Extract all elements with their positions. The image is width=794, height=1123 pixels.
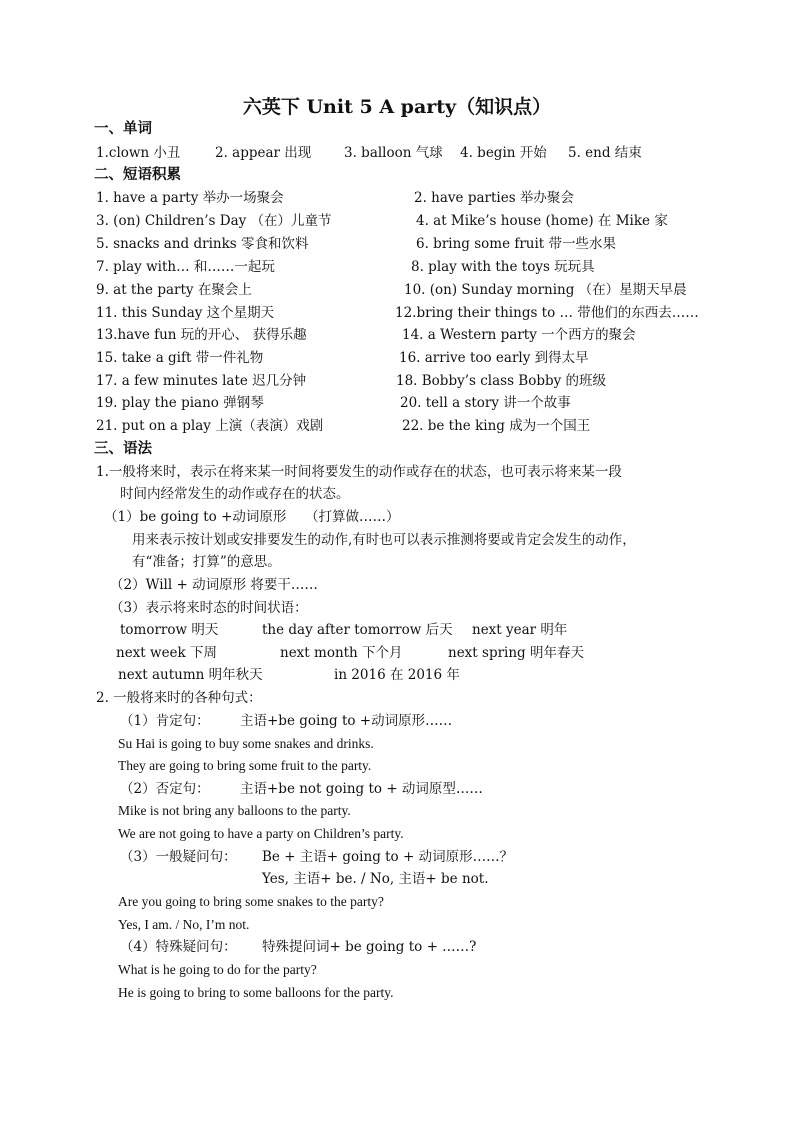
phrase-item: 9. at the party 在聚会上 bbox=[96, 282, 252, 298]
phrase-item: 13.have fun 玩的开心、 获得乐趣 bbox=[96, 327, 307, 343]
example-sentence: Are you going to bring some snakes to the party? bbox=[118, 894, 384, 909]
sub-heading: （3）一般疑问句： bbox=[120, 849, 237, 865]
example-sentence: Su Hai is going to buy some snakes and drinks. bbox=[118, 736, 374, 751]
grammar-rule: Yes, 主语+ be. / No, 主语+ be not. bbox=[262, 871, 489, 887]
phrase-item: 3. (on) Children’s Day （在）儿童节 bbox=[96, 213, 332, 229]
time-phrase: the day after tomorrow 后天 bbox=[262, 622, 453, 638]
phrase-item: 19. play the piano 弹钢琴 bbox=[96, 395, 264, 411]
paragraph: 时间内经常发生的动作或存在的状态。 bbox=[120, 486, 350, 502]
time-phrase: next spring 明年春天 bbox=[448, 645, 584, 661]
time-phrase: next month 下个月 bbox=[280, 645, 403, 661]
grammar-rule: 特殊提问词+ be going to + ……? bbox=[262, 939, 477, 955]
word-item: 3. balloon 气球 bbox=[344, 145, 443, 161]
section-heading-phrases: 二、短语积累 bbox=[94, 166, 181, 183]
word-item: 2. appear 出现 bbox=[215, 145, 312, 161]
sub-heading: （3）表示将来时态的时间状语： bbox=[110, 600, 308, 616]
sub-heading: （1）肯定句： bbox=[120, 713, 210, 729]
time-phrase: in 2016 在 2016 年 bbox=[334, 667, 460, 683]
phrase-item: 20. tell a story 讲一个故事 bbox=[400, 395, 571, 411]
time-phrase: tomorrow 明天 bbox=[120, 622, 219, 638]
phrase-item: 11. this Sunday 这个星期天 bbox=[96, 305, 275, 321]
phrase-item: 5. snacks and drinks 零食和饮料 bbox=[96, 236, 309, 252]
section-heading-grammar: 三、语法 bbox=[94, 440, 152, 457]
sub-heading: （2）Will + 动词原形 将要干…… bbox=[110, 577, 318, 593]
section-heading-words: 一、单词 bbox=[94, 120, 152, 137]
grammar-rule: 主语+be going to +动词原形…… bbox=[240, 713, 453, 729]
example-sentence: Yes, I am. / No, I’m not. bbox=[118, 917, 250, 932]
sub-heading-note: （打算做……） bbox=[305, 509, 400, 525]
paragraph: 1.一般将来时，表示在将来某一时间将要发生的动作或存在的状态，也可表示将来某一段 bbox=[96, 464, 622, 480]
example-sentence: They are going to bring some fruit to the party. bbox=[118, 758, 372, 773]
phrase-item: 22. be the king 成为一个国王 bbox=[402, 418, 591, 434]
paragraph: 用来表示按计划或安排要发生的动作,有时也可以表示推测将要或肯定会发生的动作， bbox=[132, 532, 636, 548]
word-item: 5. end 结束 bbox=[568, 145, 642, 161]
phrase-item: 21. put on a play 上演（表演）戏剧 bbox=[96, 418, 324, 434]
phrase-item: 2. have parties 举办聚会 bbox=[414, 190, 574, 206]
phrase-item: 16. arrive too early 到得太早 bbox=[399, 350, 589, 366]
example-sentence: What is he going to do for the party? bbox=[118, 962, 317, 977]
phrase-item: 10. (on) Sunday morning （在）星期天早晨 bbox=[404, 282, 687, 298]
word-item: 1.clown 小丑 bbox=[96, 145, 181, 161]
word-item: 4. begin 开始 bbox=[460, 145, 547, 161]
example-sentence: We are not going to have a party on Children’s party. bbox=[118, 826, 404, 841]
paragraph: 有“准备；打算”的意思。 bbox=[132, 554, 281, 570]
sub-heading: （4）特殊疑问句： bbox=[120, 939, 237, 955]
phrase-item: 7. play with… 和……一起玩 bbox=[96, 259, 275, 275]
phrase-item: 15. take a gift 带一件礼物 bbox=[96, 350, 264, 366]
phrase-item: 8. play with the toys 玩玩具 bbox=[411, 259, 595, 275]
time-phrase: next year 明年 bbox=[472, 622, 568, 638]
time-phrase: next week 下周 bbox=[116, 645, 218, 661]
page-title: 六英下 Unit 5 A party（知识点） bbox=[242, 96, 552, 118]
phrase-item: 4. at Mike’s house (home) 在 Mike 家 bbox=[416, 213, 668, 229]
grammar-rule: Be + 主语+ going to + 动词原形……？ bbox=[262, 849, 514, 865]
grammar-rule: 主语+be not going to + 动词原型…… bbox=[240, 781, 483, 797]
sub-heading: （2）否定句： bbox=[120, 781, 210, 797]
time-phrase: next autumn 明年秋天 bbox=[118, 667, 263, 683]
sub-heading: （1）be going to +动词原形 bbox=[104, 509, 287, 525]
example-sentence: He is going to bring to some balloons for the party. bbox=[118, 985, 394, 1000]
phrase-item: 12.bring their things to … 带他们的东西去…… bbox=[395, 305, 699, 321]
phrase-item: 18. Bobby’s class Bobby 的班级 bbox=[396, 373, 607, 389]
paragraph: 2. 一般将来时的各种句式： bbox=[96, 690, 262, 706]
phrase-item: 6. bring some fruit 带一些水果 bbox=[416, 236, 617, 252]
phrase-item: 14. a Western party 一个西方的聚会 bbox=[402, 327, 636, 343]
example-sentence: Mike is not bring any balloons to the party. bbox=[118, 803, 351, 818]
phrase-item: 1. have a party 举办一场聚会 bbox=[96, 190, 284, 206]
phrase-item: 17. a few minutes late 迟几分钟 bbox=[96, 373, 307, 389]
